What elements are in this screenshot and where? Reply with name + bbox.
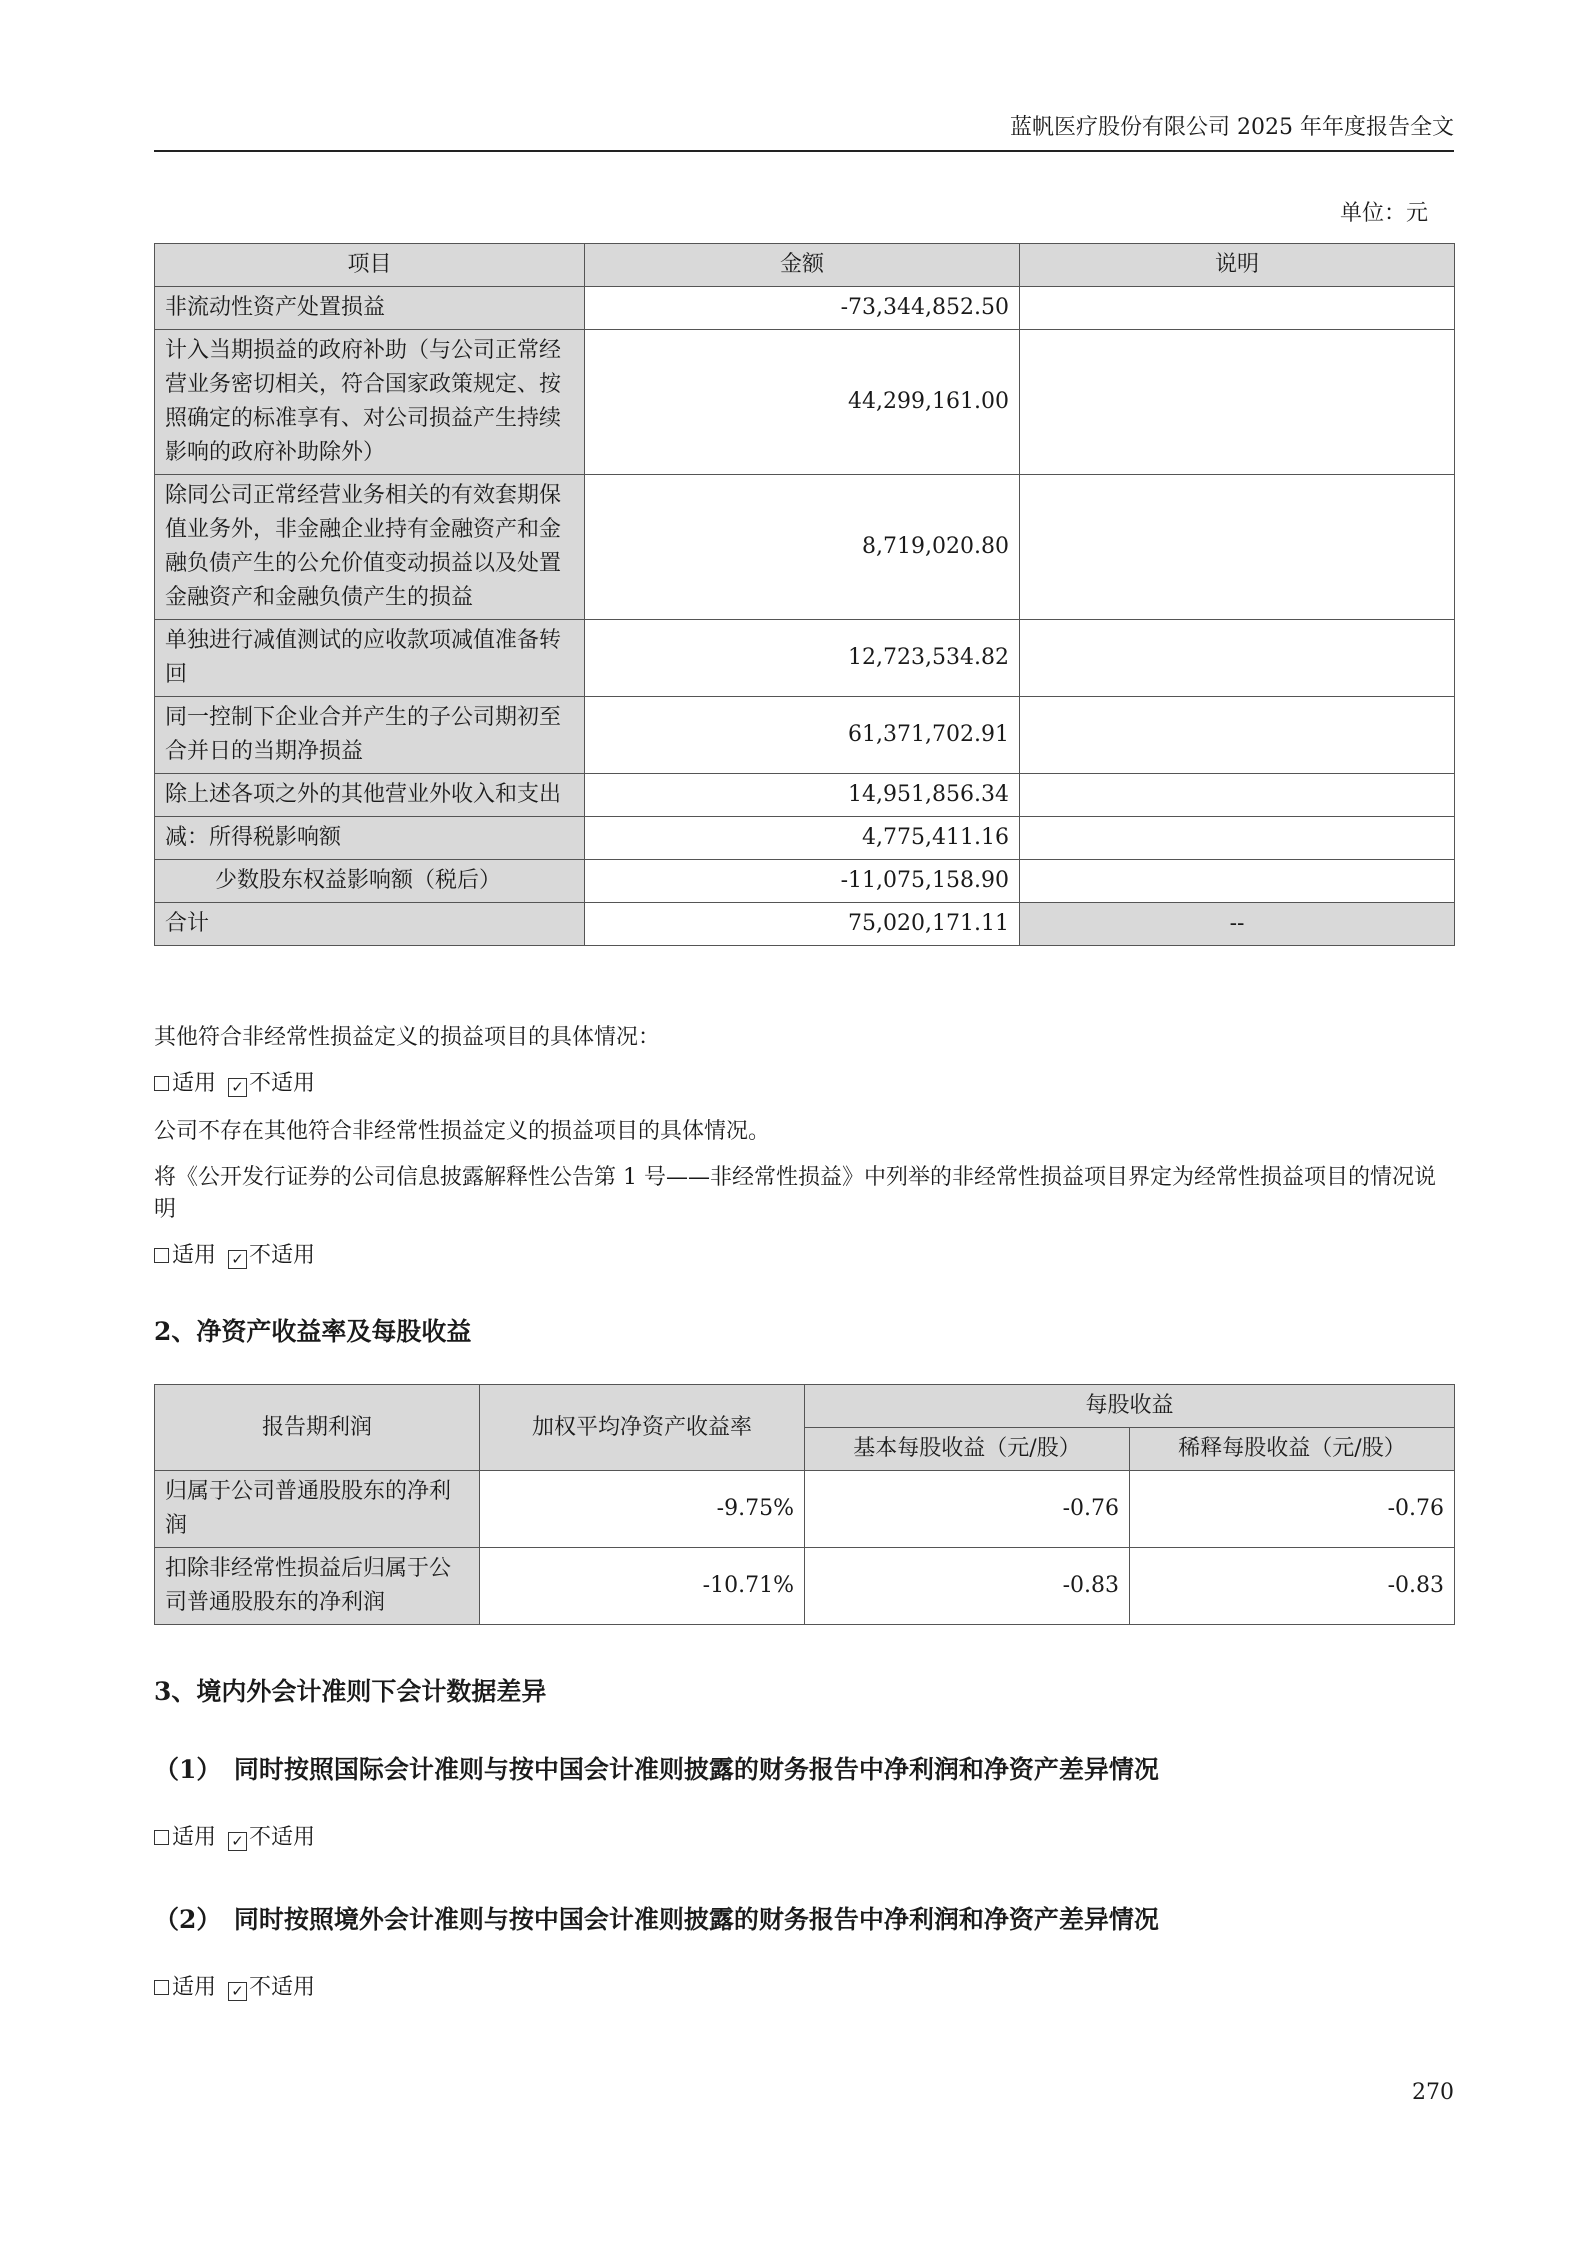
unchecked-box-icon [154, 1076, 169, 1091]
applicable-label: 适用 [172, 1825, 217, 1850]
applicability-line-4 [154, 1972, 315, 2004]
header-note: 说明 [1020, 244, 1455, 287]
total-amount: 75,020,171.11 [585, 903, 1020, 946]
table-row [155, 860, 1455, 903]
row-note [1020, 287, 1455, 330]
row-basic-eps: -0.83 [805, 1548, 1130, 1625]
unchecked-box-icon [154, 1830, 169, 1845]
header-diluted-eps: 稀释每股收益（元/股） [1130, 1428, 1455, 1471]
checked-box-icon: ✓ [228, 1832, 247, 1851]
row-item: 减：所得税影响额 [155, 817, 585, 860]
row-amount: 4,775,411.16 [585, 817, 1020, 860]
header-profit: 报告期利润 [155, 1385, 480, 1471]
classification-paragraph: 将《公开发行证券的公司信息披露解释性公告第 1 号——非经常性损益》中列举的非经常性损益项目界定为经常性损益项目的情况说明 [154, 1165, 1436, 1222]
table-header-row [155, 244, 1455, 287]
row-basic-eps: -0.76 [805, 1471, 1130, 1548]
row-diluted-eps: -0.83 [1130, 1548, 1455, 1625]
applicability-line-1 [154, 1068, 315, 1100]
page-header: 蓝帆医疗股份有限公司 2025 年年度报告全文 [1010, 115, 1454, 140]
table-row [155, 330, 1455, 475]
applicable-label: 适用 [172, 1243, 217, 1268]
section-3-heading: 3、境内外会计准则下会计数据差异 [154, 1677, 547, 1706]
table-total-row [155, 903, 1455, 946]
header-eps: 每股收益 [805, 1385, 1455, 1428]
non-recurring-gains-table [154, 243, 1455, 946]
applicable-label: 适用 [172, 1975, 217, 2000]
header-amount: 金额 [585, 244, 1020, 287]
table-row [155, 1548, 1455, 1625]
page-number: 270 [1412, 2080, 1454, 2105]
subsection-1-heading: （1） 同时按照国际会计准则与按中国会计准则披露的财务报告中净利润和净资产差异情况 [154, 1755, 1159, 1784]
header-rule [154, 150, 1454, 152]
row-note [1020, 860, 1455, 903]
row-diluted-eps: -0.76 [1130, 1471, 1455, 1548]
subsection-2-heading: （2） 同时按照境外会计准则与按中国会计准则披露的财务报告中净利润和净资产差异情况 [154, 1905, 1159, 1934]
row-amount: 8,719,020.80 [585, 475, 1020, 620]
row-item: 计入当期损益的政府补助（与公司正常经营业务密切相关，符合国家政策规定、按照确定的标准享有、对公司损益产生持续影响的政府补助除外） [155, 330, 585, 475]
not-applicable-label: 不适用 [249, 1975, 316, 2000]
table-row [155, 620, 1455, 697]
row-amount: 14,951,856.34 [585, 774, 1020, 817]
total-label: 合计 [155, 903, 585, 946]
applicable-label: 适用 [172, 1071, 217, 1096]
table-row [155, 287, 1455, 330]
row-item: 除上述各项之外的其他营业外收入和支出 [155, 774, 585, 817]
row-note [1020, 774, 1455, 817]
row-item: 除同公司正常经营业务相关的有效套期保值业务外，非金融企业持有金融资产和金融负债产生的公允价值变动损益以及处置金融资产和金融负债产生的损益 [155, 475, 585, 620]
not-applicable-label: 不适用 [249, 1243, 316, 1268]
unit-label: 单位：元 [1339, 201, 1428, 226]
other-items-paragraph: 其他符合非经常性损益定义的损益项目的具体情况： [154, 1025, 661, 1050]
section-2-heading: 2、净资产收益率及每股收益 [154, 1317, 472, 1346]
table-header-row [155, 1385, 1455, 1428]
unchecked-box-icon [154, 1248, 169, 1263]
row-amount: -73,344,852.50 [585, 287, 1020, 330]
table-row [155, 697, 1455, 774]
not-applicable-label: 不适用 [249, 1825, 316, 1850]
total-note: -- [1020, 903, 1455, 946]
row-amount: 44,299,161.00 [585, 330, 1020, 475]
row-roe: -10.71% [480, 1548, 805, 1625]
row-amount: 12,723,534.82 [585, 620, 1020, 697]
row-label: 归属于公司普通股股东的净利润 [155, 1471, 480, 1548]
row-item: 同一控制下企业合并产生的子公司期初至合并日的当期净损益 [155, 697, 585, 774]
not-applicable-label: 不适用 [249, 1071, 316, 1096]
checked-box-icon: ✓ [228, 1250, 247, 1269]
table-row [155, 1471, 1455, 1548]
no-other-items-paragraph: 公司不存在其他符合非经常性损益定义的损益项目的具体情况。 [154, 1119, 771, 1144]
row-note [1020, 620, 1455, 697]
row-note [1020, 475, 1455, 620]
row-roe: -9.75% [480, 1471, 805, 1548]
row-note [1020, 817, 1455, 860]
applicability-line-2 [154, 1240, 315, 1272]
row-label: 扣除非经常性损益后归属于公司普通股股东的净利润 [155, 1548, 480, 1625]
row-note [1020, 330, 1455, 475]
applicability-line-3 [154, 1822, 315, 1854]
row-amount: -11,075,158.90 [585, 860, 1020, 903]
row-item: 单独进行减值测试的应收款项减值准备转回 [155, 620, 585, 697]
row-note [1020, 697, 1455, 774]
header-item: 项目 [155, 244, 585, 287]
header-basic-eps: 基本每股收益（元/股） [805, 1428, 1130, 1471]
header-roe: 加权平均净资产收益率 [480, 1385, 805, 1471]
checked-box-icon: ✓ [228, 1078, 247, 1097]
table-row [155, 817, 1455, 860]
unchecked-box-icon [154, 1980, 169, 1995]
checked-box-icon: ✓ [228, 1982, 247, 2001]
table-row [155, 774, 1455, 817]
row-item: 少数股东权益影响额（税后） [155, 860, 585, 903]
row-amount: 61,371,702.91 [585, 697, 1020, 774]
row-item: 非流动性资产处置损益 [155, 287, 585, 330]
table-row [155, 475, 1455, 620]
roe-eps-table [154, 1384, 1455, 1625]
